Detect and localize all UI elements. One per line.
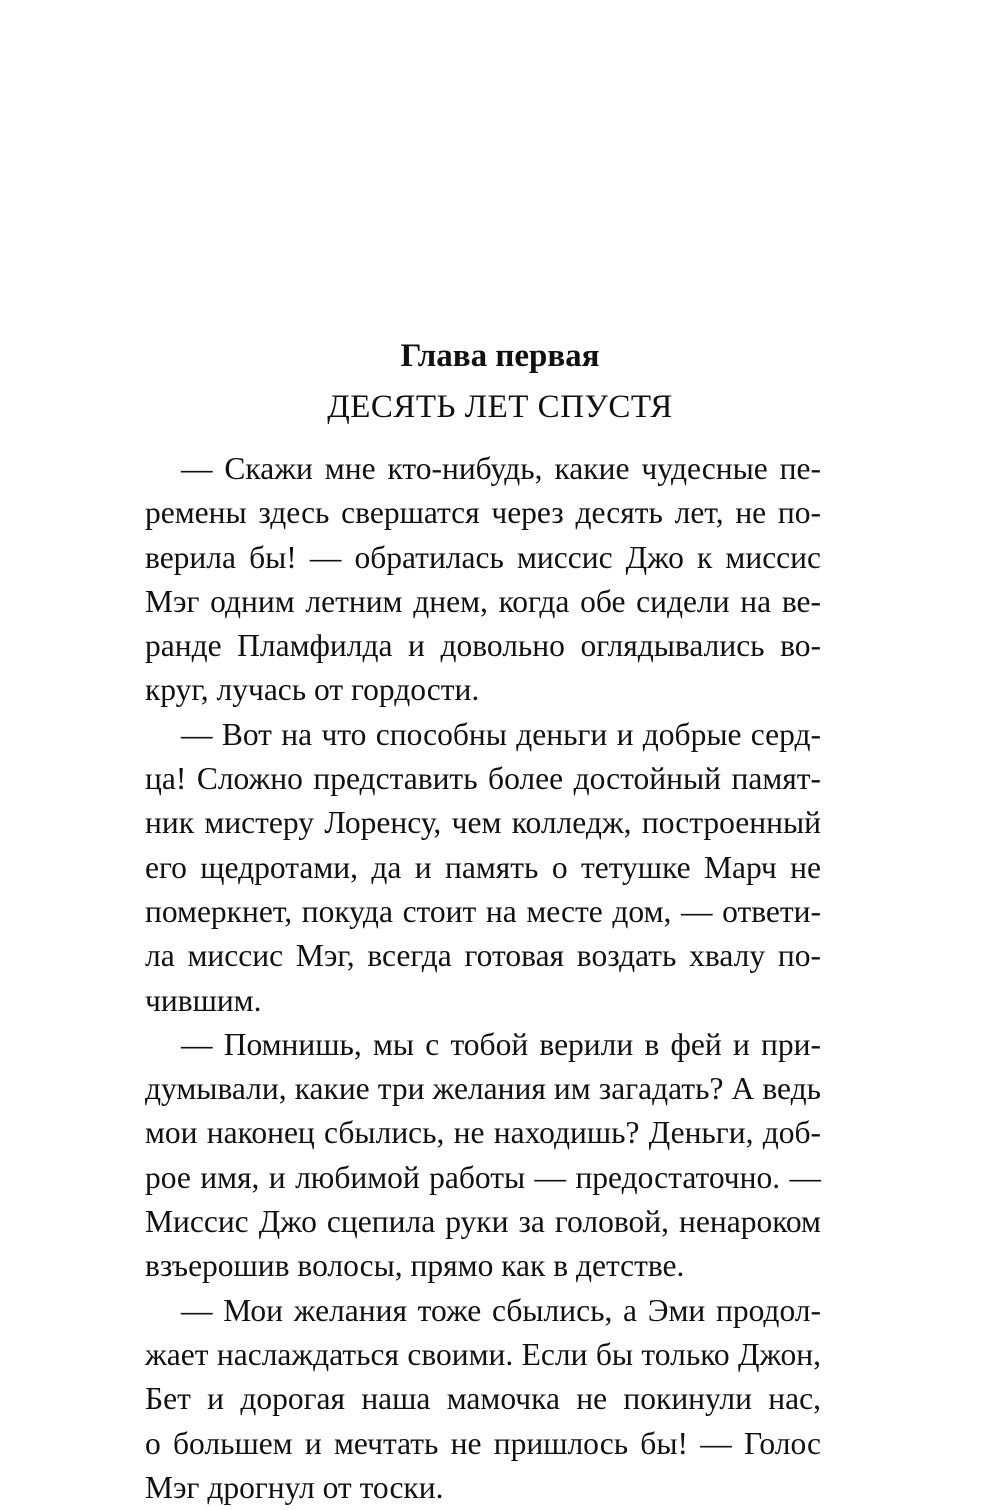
text-line: о большем и мечтать не пришлось бы! — Голос	[145, 1425, 821, 1461]
text-line: ла миссис Мэг, всегда готовая воздать хвалу по-	[145, 938, 821, 974]
text-line: ца! Сложно представить более достойный памят-	[145, 761, 821, 797]
text-line: Бет и дорогая наша мамочка не покинули нас,	[145, 1381, 821, 1417]
paragraph	[145, 713, 821, 1023]
text-line: — Мои желания тоже сбылись, а Эми продол-	[181, 1292, 821, 1328]
text-line: рое имя, и любимой работы — предостаточно. —	[145, 1159, 821, 1195]
text-line: Мэг одним летним днем, когда обе сидели на ве-	[145, 583, 821, 619]
text-line: ранде Пламфилда и довольно оглядывались во-	[145, 628, 821, 664]
text-line: думывали, какие три желания им загадать? А ведь	[145, 1071, 821, 1107]
text-line: — Вот на что способны деньги и добрые серд-	[181, 716, 821, 752]
paragraph	[145, 447, 821, 713]
text-line: Мэг дрогнул от тоски.	[145, 1469, 444, 1505]
paragraph	[145, 1289, 821, 1510]
chapter-label: Глава первая	[400, 338, 600, 374]
text-line: ремены здесь свершатся через десять лет, не по-	[145, 495, 821, 531]
text-line: верила бы! — обратилась миссис Джо к миссис	[145, 539, 821, 575]
text-line: мои наконец сбылись, не находишь? Деньги, доб-	[145, 1115, 821, 1151]
text-line: круг, лучась от гордости.	[145, 672, 480, 708]
chapter-body	[145, 447, 821, 1510]
paragraph	[145, 1023, 821, 1289]
text-line: чившим.	[145, 982, 262, 1018]
text-line: — Помнишь, мы с тобой верили в фей и при-	[181, 1026, 821, 1062]
text-line: взъерошив волосы, прямо как в детстве.	[145, 1248, 685, 1284]
text-line: — Скажи мне кто-нибудь, какие чудесные пе-	[181, 451, 821, 486]
text-line: померкнет, покуда стоит на месте дом, — ответи-	[145, 893, 821, 929]
text-line: Миссис Джо сцепила руки за головой, ненароком	[145, 1204, 821, 1240]
text-line: ник мистеру Лоренсу, чем колледж, построенный	[145, 805, 821, 841]
text-line: его щедротами, да и память о тетушке Марч не	[145, 849, 821, 885]
chapter-title: ДЕСЯТЬ ЛЕТ СПУСТЯ	[327, 389, 673, 425]
text-line: жает наслаждаться своими. Если бы только Джон,	[145, 1336, 821, 1372]
